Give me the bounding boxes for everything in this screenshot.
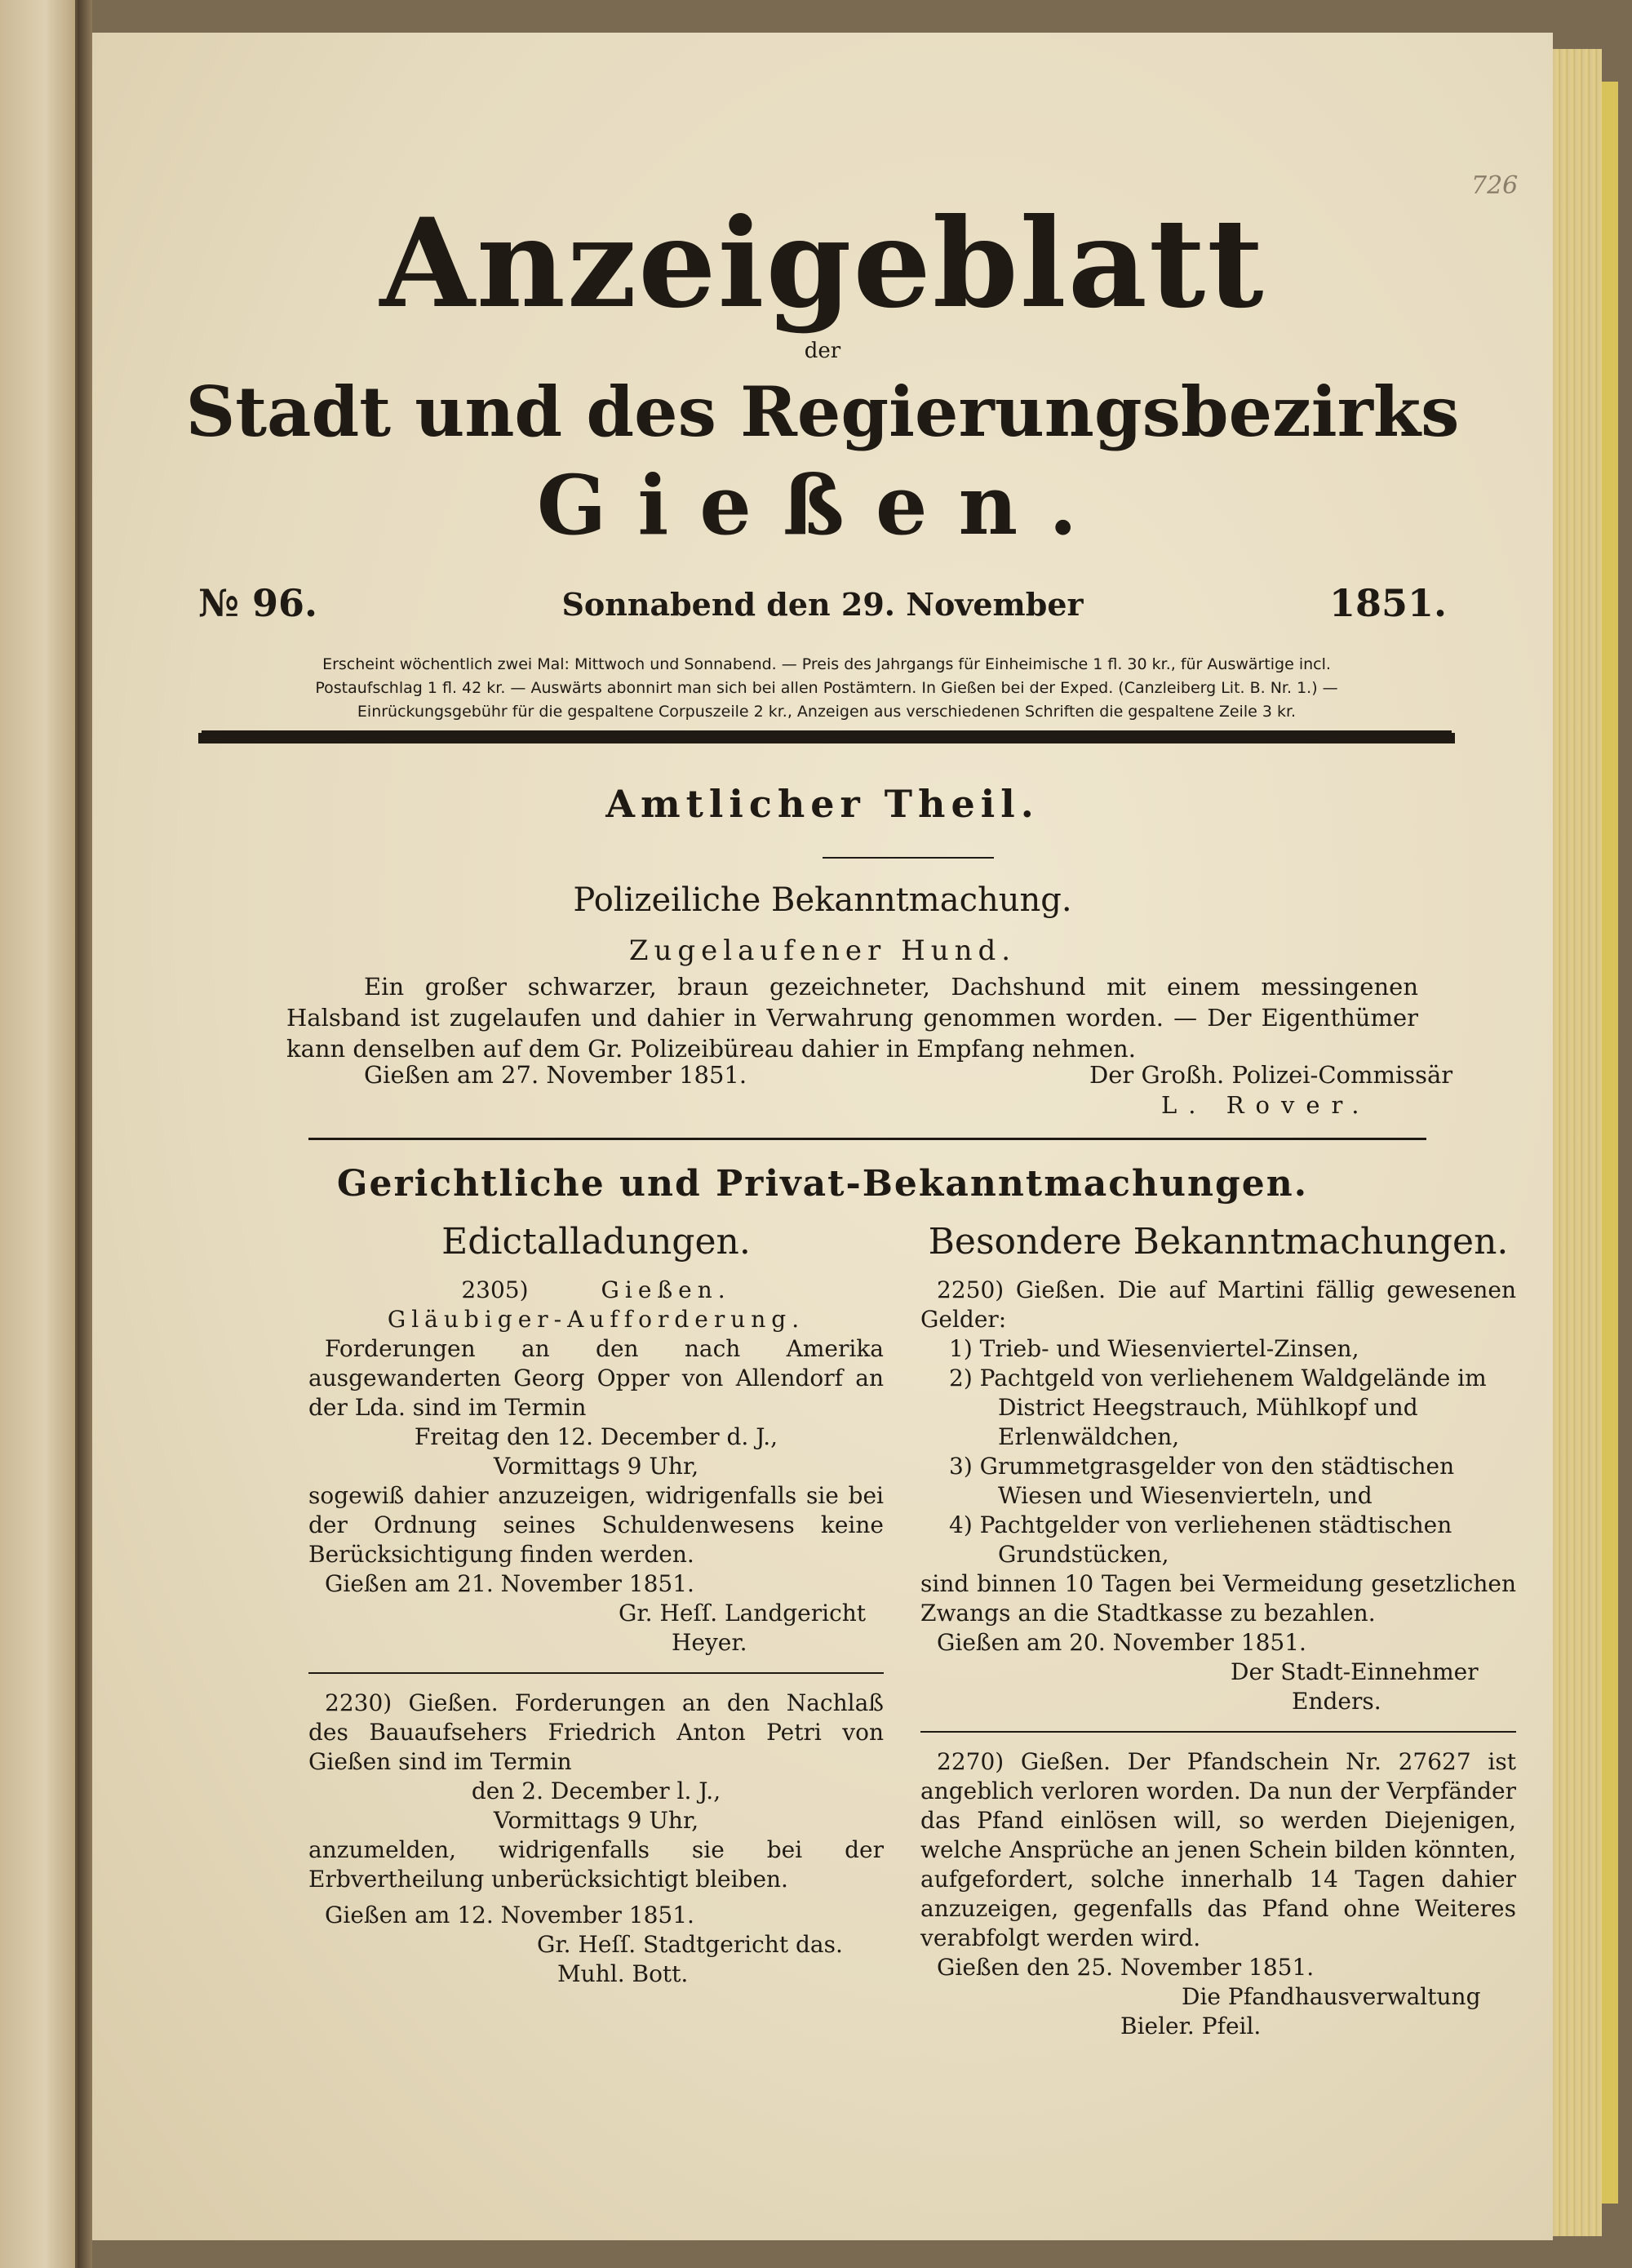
info-line: Erscheint wöchentlich zwei Mal: Mittwoch und Sonnabend. — Preis des Jahrgangs für Einheimische 1 fl. 30 kr., für Auswärtige incl. — [322, 655, 1331, 673]
notice-signature-name: Enders. — [1292, 1688, 1381, 1715]
notice-number-place — [308, 1276, 884, 1305]
newspaper-page — [92, 33, 1553, 2240]
issue-line — [198, 581, 1447, 630]
notice-text: 2230) Gießen. Forderungen an den Nachlaß des Bauaufsehers Friedrich Anton Petri von Gießen sind im Termin — [308, 1689, 884, 1775]
notice-signature-name: L. Rover. — [1161, 1091, 1371, 1119]
page-stack-edge — [1553, 49, 1602, 2236]
list-item: 3) Grummetgrasgelder von den städtischen Wiesen und Wiesenvierteln, und — [949, 1453, 1455, 1509]
masthead-city: Gießen. — [536, 457, 1109, 553]
notice-text: sogewiß dahier anzuzeigen, widrigenfalls sie bei der Ordnung seines Schuldenwesens keine Berücksichtigung finden werden. — [308, 1482, 884, 1568]
notice-text: Forderungen an den nach Amerika ausgewanderten Georg Opper von Allendorf an der Lda. sind im Termin — [308, 1335, 884, 1421]
notice-body — [286, 971, 1418, 1064]
notice-date: Gießen am 27. November 1851. — [364, 1061, 747, 1089]
notice-signature-name: Muhl. Bott. — [557, 1960, 689, 1987]
notice-signature-name: Bieler. Pfeil. — [1120, 2013, 1262, 2039]
column-divider — [308, 1672, 884, 1674]
creditor-call-title: Gläubiger-Aufforderung. — [387, 1306, 805, 1333]
list-item: 4) Pachtgelder von verliehenen städtischen Grundstücken, — [949, 1511, 1452, 1568]
notice-date: Gießen am 21. November 1851. — [325, 1570, 694, 1597]
masthead-der: der — [804, 339, 841, 363]
page-number: 726 — [1471, 171, 1519, 200]
list-item: 1) Trieb- und Wiesenviertel-Zinsen, — [949, 1335, 1359, 1362]
book-cover-edge — [1602, 82, 1618, 2204]
notice-title: Zugelaufener Hund. — [628, 934, 1017, 967]
info-line: Postaufschlag 1 fl. 42 kr. — Auswärts abonnirt man sich bei allen Postämtern. In Gießen bei der Exped. (Canzleiberg Lit. B. Nr. 1.) — — [315, 679, 1338, 697]
issue-number: № 96. — [198, 581, 318, 625]
notice-text: Ein großer schwarzer, braun gezeichneter, Dachshund mit einem messingenen Halsband ist zugelaufen und dahier in Verwahrung genommen worden. — Der Eigenthümer kann denselben auf dem Gr. Polizeibüreau dahier in Empfang nehmen. — [286, 973, 1418, 1063]
header-divider — [198, 733, 1455, 743]
list-item: 2) Pachtgeld von verliehenem Waldgelände im District Heegstrauch, Mühlkopf und Erlenwäldchen, — [949, 1365, 1487, 1450]
police-notice-heading: Polizeiliche Bekanntmachung. — [573, 881, 1072, 919]
notice-signature: Der Stadt-Einnehmer — [1231, 1658, 1479, 1685]
notice-text: anzumelden, widrigenfalls sie bei der Erbvertheilung unberücksichtigt bleiben. — [308, 1836, 884, 1893]
book-gutter — [78, 0, 92, 2268]
notice-text: sind binnen 10 Tagen bei Vermeidung gesetzlichen Zwangs an die Stadtkasse zu bezahlen. — [920, 1570, 1516, 1627]
notice-date: Gießen den 25. November 1851. — [937, 1954, 1315, 1981]
info-line: Einrückungsgebühr für die gespaltene Corpuszeile 2 kr., Anzeigen aus verschiedenen Schriften die gespaltene Zeile 3 kr. — [357, 703, 1297, 721]
notice-signature: Gr. Heſſ. Stadtgericht das. — [537, 1931, 843, 1958]
right-column-heading: Besondere Bekanntmachungen. — [928, 1221, 1509, 1263]
issue-date: Sonnabend den 29. November — [561, 586, 1084, 623]
right-column — [920, 1220, 1516, 2041]
facing-page-edge — [0, 0, 78, 2268]
notice-place: Gießen. — [601, 1276, 731, 1303]
notice-signature-name: Heyer. — [672, 1629, 747, 1656]
section-heading-court: Gerichtliche und Privat-Bekanntmachungen. — [336, 1163, 1309, 1205]
masthead-title: Anzeigeblatt — [379, 192, 1266, 335]
notice-date: Gießen am 12. November 1851. — [325, 1902, 694, 1928]
short-divider — [823, 857, 994, 859]
issue-year: 1851. — [1328, 581, 1447, 625]
section-divider — [308, 1138, 1426, 1140]
notice-signature: Die Pfandhausverwaltung — [1182, 1983, 1481, 2010]
notice-signature: Gr. Heſſ. Landgericht — [619, 1600, 867, 1627]
notice-signature-title: Der Großh. Polizei-Commissär — [1089, 1061, 1453, 1089]
subscription-info — [198, 653, 1455, 724]
termin-date: Freitag den 12. December d. J., — [414, 1423, 778, 1450]
termin-time: Vormittags 9 Uhr, — [493, 1453, 699, 1480]
masthead-subtitle: Stadt und des Regierungsbezirks — [185, 371, 1460, 452]
notice-text: 2250) Gießen. Die auf Martini fällig gewesenen Gelder: — [920, 1276, 1516, 1333]
notice-text: 2270) Gießen. Der Pfandschein Nr. 27627 ist angeblich verloren worden. Da nun der Verpfänder das Pfand einlösen will, so werden Diejenigen, welche Ansprüche an jenen Schein bilden könnten, aufgefordert, solche innerhalb 14 Tagen dahier anzuzeigen, gegenfalls das Pfand ohne Weiteres verabfolgt werden wird. — [920, 1748, 1516, 1951]
section-heading-official: Amtlicher Theil. — [605, 782, 1040, 826]
left-column-heading: Edictalladungen. — [441, 1221, 751, 1263]
termin-date: den 2. December l. J., — [471, 1778, 721, 1804]
left-column — [308, 1220, 884, 1989]
notice-number: 2305) — [461, 1276, 529, 1303]
termin-time: Vormittags 9 Uhr, — [493, 1807, 699, 1834]
notice-date: Gießen am 20. November 1851. — [937, 1629, 1306, 1656]
column-divider — [920, 1731, 1516, 1733]
